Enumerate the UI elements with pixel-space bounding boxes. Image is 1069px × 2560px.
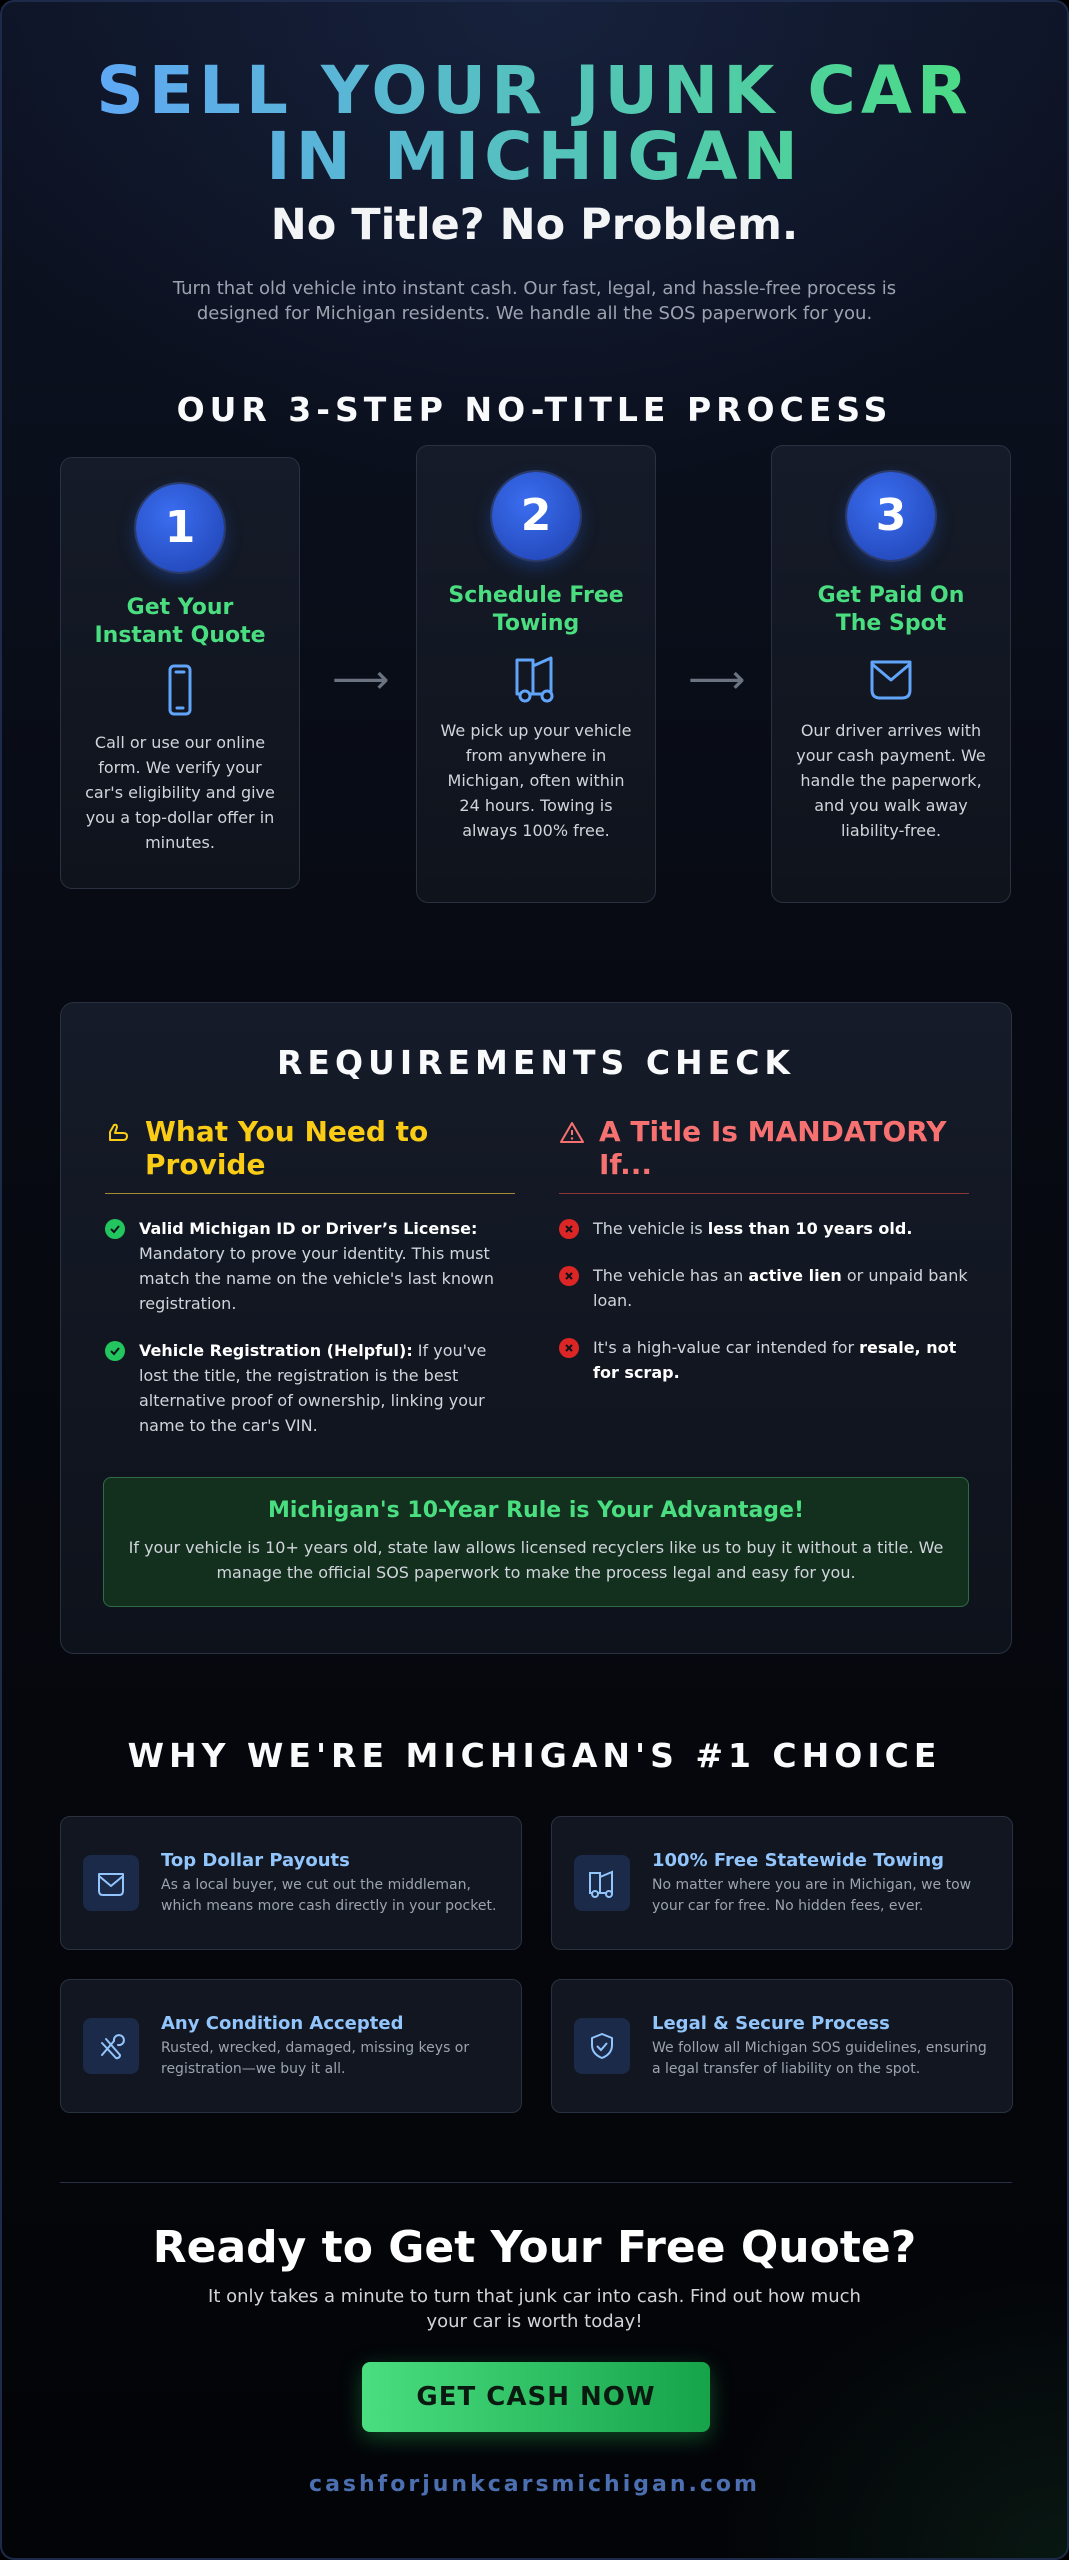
cash-icon (83, 1855, 139, 1911)
feature-card-payouts (60, 1816, 522, 1950)
hero-subtitle: No Title? No Problem. (270, 200, 799, 250)
rule-text: If your vehicle is 10+ years old, state law allows licensed recyclers like us to buy it without a title. We manage the official SOS paperwork to make the process legal and easy for you. (128, 1538, 944, 1582)
x-circle-icon (559, 1266, 579, 1286)
step-number: 3 (847, 472, 935, 560)
cta-description: It only takes a minute to turn that junk car into cash. Find out how much your car is worth today! (208, 2286, 861, 2332)
feature-card-towing (551, 1816, 1013, 1950)
feature-description: Rusted, wrecked, damaged, missing keys or registration—we buy it all. (161, 2039, 470, 2077)
requirement-label: Vehicle Registration (Helpful): (139, 1341, 413, 1360)
list-item (105, 1216, 515, 1316)
requirement-label: Valid Michigan ID or Driver’s License: (139, 1219, 478, 1238)
condition-text: It's a high-value car intended for (593, 1338, 860, 1357)
feature-description: We follow all Michigan SOS guidelines, ensuring a legal transfer of liability on the spot. (652, 2039, 987, 2077)
ten-year-rule-callout (103, 1477, 969, 1607)
x-circle-icon (559, 1338, 579, 1358)
hand-icon (105, 1120, 131, 1146)
why-title: WHY WE'RE MICHIGAN'S #1 CHOICE (127, 1736, 942, 1775)
check-circle-icon (105, 1341, 125, 1361)
mandatory-heading: A Title Is MANDATORY If... (599, 1115, 947, 1181)
feature-card-legal (551, 1979, 1013, 2113)
cash-icon (868, 652, 914, 704)
rule-title: Michigan's 10-Year Rule is Your Advantage! (267, 1498, 805, 1523)
list-item (559, 1335, 969, 1385)
step-card-3 (771, 445, 1011, 903)
condition-emphasis: resale, not for scrap. (593, 1338, 957, 1382)
condition-text: or unpaid bank loan. (593, 1266, 968, 1310)
hero-section (2, 2, 1067, 429)
provide-heading-row (105, 1115, 515, 1194)
list-item (559, 1263, 969, 1313)
condition-text: The vehicle is (593, 1219, 708, 1238)
requirement-text: If you've lost the title, the registration is the best alternative proof of ownership, linking your name to the car's VIN. (139, 1341, 487, 1435)
feature-title: Any Condition Accepted (161, 2012, 404, 2034)
requirements-title: REQUIREMENTS CHECK (277, 1043, 795, 1082)
mandatory-column (559, 1115, 969, 1385)
step-number: 2 (492, 472, 580, 560)
provide-column (105, 1115, 515, 1438)
step-description: Our driver arrives with your cash payment. We handle the paperwork, and you walk away liability-free. (796, 721, 986, 840)
check-circle-icon (105, 1219, 125, 1239)
tow-truck-icon (513, 652, 559, 704)
get-cash-now-button[interactable]: GET CASH NOW (362, 2362, 710, 2432)
warning-icon (559, 1120, 585, 1146)
step-card-1 (60, 457, 300, 889)
step-title: Schedule Free Towing (448, 583, 624, 636)
step-number: 1 (136, 484, 224, 572)
hero-title: SELL YOUR JUNK CAR IN MICHIGAN (55, 58, 1015, 190)
provide-heading: What You Need to Provide (145, 1115, 429, 1181)
feature-description: As a local buyer, we cut out the middleman, which means more cash directly in your pocket. (161, 1876, 497, 1914)
process-title: OUR 3-STEP NO-TITLE PROCESS (176, 390, 893, 429)
requirements-panel (60, 1002, 1012, 1654)
condition-emphasis: less than 10 years old. (707, 1219, 913, 1238)
feature-card-condition (60, 1979, 522, 2113)
site-url-link[interactable]: cashforjunkcarsmichigan.com (309, 2472, 760, 2497)
step-arrow-icon: ⟶ (688, 657, 746, 703)
section-divider (60, 2182, 1012, 2183)
step-description: Call or use our online form. We verify your car's eligibility and give you a top-dollar offer in minutes. (85, 733, 275, 852)
requirement-text: Mandatory to prove your identity. This must match the name on the vehicle's last known registration. (139, 1244, 495, 1313)
phone-icon (157, 664, 203, 716)
list-item (105, 1338, 515, 1438)
wrench-icon (83, 2018, 139, 2074)
x-circle-icon (559, 1219, 579, 1239)
feature-description: No matter where you are in Michigan, we tow your car for free. No hidden fees, ever. (652, 1876, 972, 1914)
process-steps (2, 457, 1067, 937)
step-arrow-icon: ⟶ (332, 657, 390, 703)
feature-title: Top Dollar Payouts (161, 1849, 350, 1871)
list-item (559, 1216, 969, 1241)
mandatory-heading-row (559, 1115, 969, 1194)
tow-truck-icon (574, 1855, 630, 1911)
step-description: We pick up your vehicle from anywhere in Michigan, often within 24 hours. Towing is always 100% free. (440, 721, 632, 840)
cta-title: Ready to Get Your Free Quote? (152, 2222, 917, 2273)
shield-check-icon (574, 2018, 630, 2074)
condition-text: The vehicle has an (593, 1266, 749, 1285)
feature-title: 100% Free Statewide Towing (652, 1849, 945, 1871)
hero-description: Turn that old vehicle into instant cash. Our fast, legal, and hassle-free process is designed for Michigan residents. We handle all the SOS paperwork for you. (172, 278, 897, 324)
step-title: Get Your Instant Quote (94, 595, 266, 648)
step-card-2 (416, 445, 656, 903)
condition-emphasis: active lien (748, 1266, 842, 1285)
step-title: Get Paid On The Spot (817, 583, 965, 636)
feature-title: Legal & Secure Process (652, 2012, 890, 2034)
